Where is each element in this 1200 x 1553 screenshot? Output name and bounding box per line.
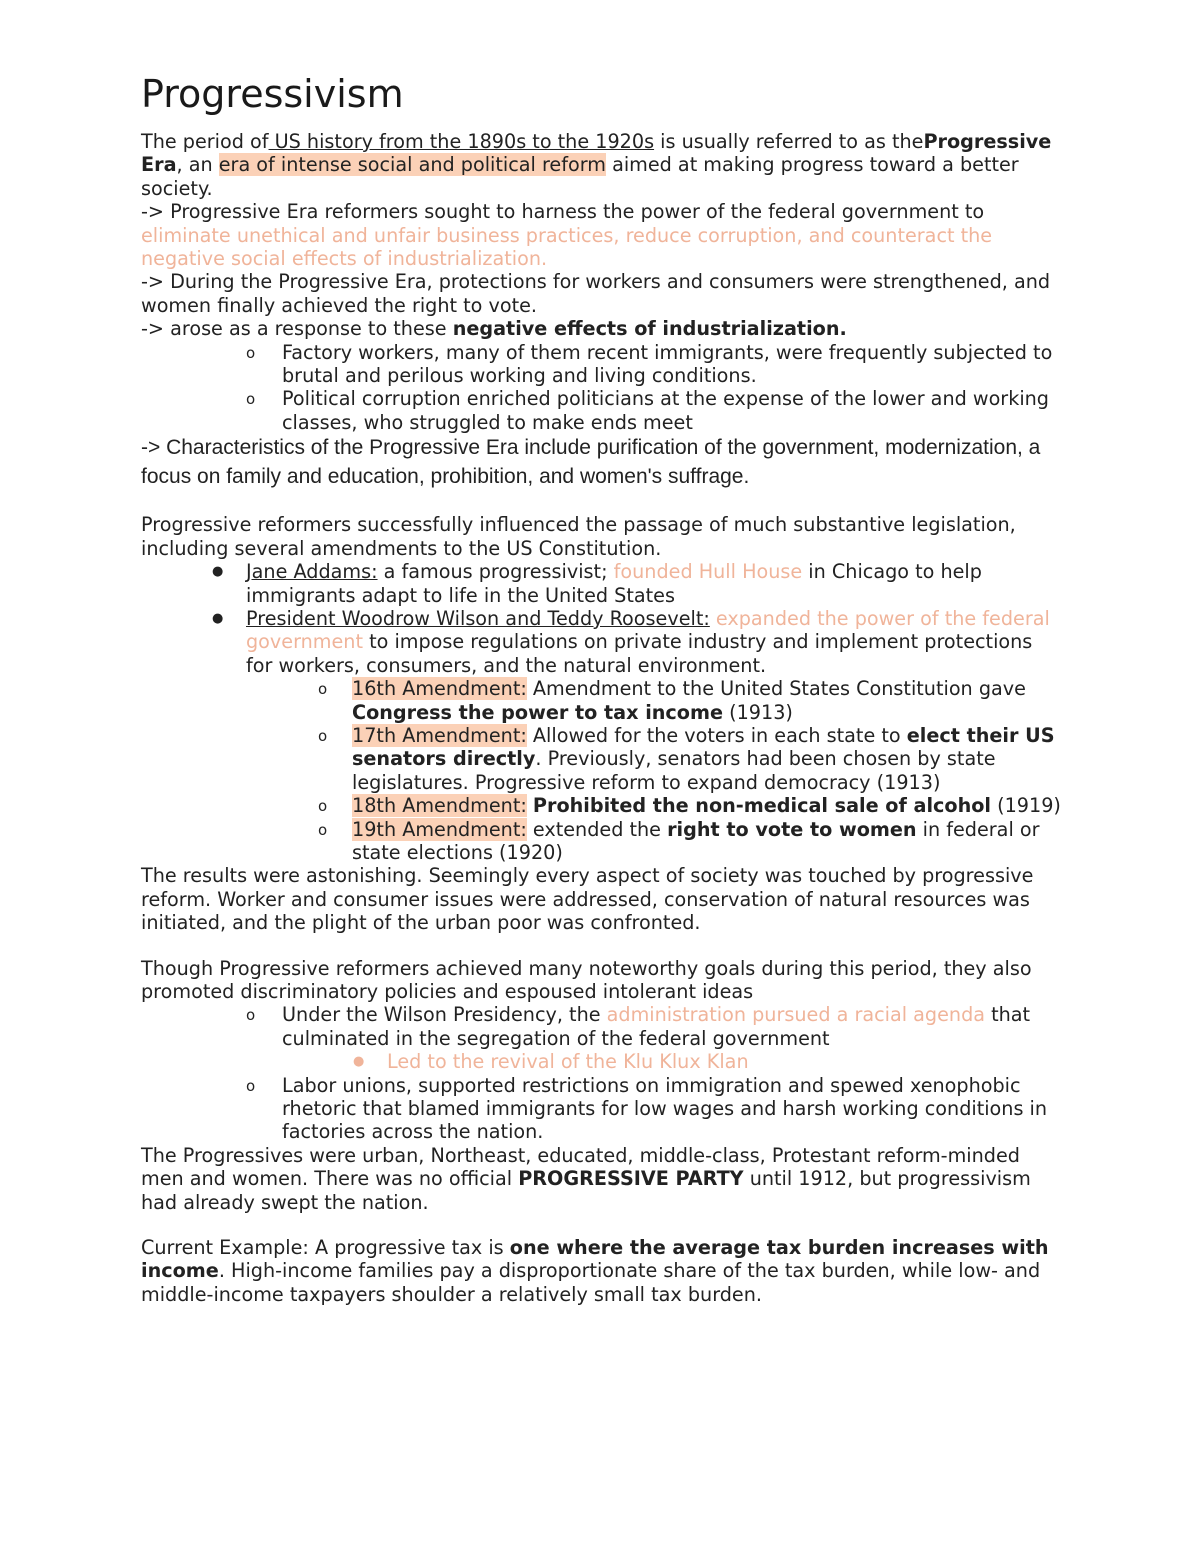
list-item-kkk: ● Led to the revival of the Klu Klux Klan: [387, 1050, 1061, 1073]
amendment-label: 16th Amendment:: [352, 677, 527, 701]
effects-list: [141, 341, 1061, 435]
amendment-text: (1913): [723, 700, 793, 724]
amendment-label: 17th Amendment:: [352, 723, 527, 747]
amendment-label: 18th Amendment:: [352, 794, 527, 818]
addams-text: in Chicago to help immigrants adapt to life in the United States: [246, 560, 982, 607]
intro-underline: US history from the 1890s to the 1920s: [268, 130, 655, 153]
amendment-text: Amendment to the United States Constitution gave: [526, 677, 1026, 701]
list-item-wilson-presidency: [282, 1003, 1061, 1073]
current-text: Current Example: A progressive tax is: [141, 1236, 510, 1260]
arrow-bold: negative effects of industrialization.: [452, 317, 847, 341]
arrow-point-1: [141, 200, 1061, 270]
intro-text: is usually referred to as the: [654, 130, 924, 153]
arrow-point-2: -> During the Progressive Era, protections for workers and consumers were strengthened, and women finally achieved the right to vote.: [141, 270, 1051, 317]
amendment-text: extended the: [526, 817, 668, 841]
arrow-accent-text: eliminate unethical and unfair business practices, reduce corruption, and counteract the negative social effects of industrialization.: [141, 223, 993, 271]
amendment-bold: right to vote to women: [667, 817, 917, 841]
list-item: o Political corruption enriched politicians at the expense of the lower and working classes, who struggled to make ends meet: [282, 387, 1061, 434]
amendment-bold: Prohibited the non-medical sale of alcohol: [532, 794, 992, 818]
amendment-17: [352, 724, 1061, 794]
wilson-pres-text: that culminated in the segregation of the federal government: [282, 1003, 1031, 1050]
amendment-19: [352, 818, 1061, 865]
spacer: [141, 1214, 1061, 1236]
wilson-pres-accent: administration pursued a racial agenda: [606, 1003, 986, 1027]
wilson-accent: expanded the power of the federal government: [246, 606, 1050, 654]
amendment-16: [352, 677, 1061, 724]
amendment-text: Allowed for the voters in each state to: [526, 723, 907, 747]
kkk-list: [282, 1050, 1061, 1073]
intro-highlight: era of intense social and political reform: [218, 153, 606, 177]
progressives-text: until 1912, but progressivism had already swept the nation.: [141, 1167, 1031, 1214]
wilson-text: to impose regulations on private industry and implement protections for workers, consumers, and the natural environment.: [246, 630, 1033, 677]
arrow-point-4: -> Characteristics of the Progressive Era include purification of the government, modernization, a focus on family and education, prohibition, and women's suffrage.: [141, 436, 1041, 488]
arrow-text: -> Progressive Era reformers sought to harness the power of the federal government to: [141, 200, 985, 224]
intro-bold: Progressive Era: [141, 130, 1052, 177]
arrow-point-3: [141, 317, 1061, 340]
amendment-18: [352, 794, 1061, 817]
current-text: . High-income families pay a disproportionate share of the tax burden, while low- and middle-income taxpayers shoulder a relatively small tax burden.: [141, 1259, 1041, 1306]
progressives-paragraph: [141, 1144, 1061, 1214]
amendment-bold: elect their US senators directly: [352, 723, 1055, 771]
spacer: [141, 491, 1061, 513]
intro-paragraph: [141, 130, 1061, 200]
addams-text: a famous progressivist;: [377, 560, 614, 584]
spacer: [141, 935, 1061, 957]
wilson-pres-text: Under the Wilson Presidency, the: [282, 1003, 607, 1027]
current-bold: one where the average tax burden increases with income: [141, 1236, 1049, 1283]
page-title: Progressivism: [141, 72, 404, 116]
intro-text: aimed at making progress toward a better society.: [141, 153, 1019, 200]
document-page: [141, 70, 1061, 1306]
amendment-text: (1919): [991, 794, 1061, 818]
results-paragraph: The results were astonishing. Seemingly every aspect of society was touched by progressive reform. Worker and consumer issues were addressed, conservation of natural resources was initiated, and the plight of the urban poor was confronted.: [141, 864, 1034, 935]
current-example-paragraph: [141, 1236, 1061, 1306]
arrow-text: -> arose as a response to these: [141, 317, 453, 341]
progressives-bold: PROGRESSIVE PARTY: [518, 1167, 744, 1191]
wilson-label: President Woodrow Wilson and Teddy Roosevelt:: [246, 606, 710, 630]
list-item-addams: [246, 560, 1061, 607]
intro-text: , an: [176, 153, 219, 177]
addams-label: Jane Addams:: [246, 560, 378, 584]
list-item-labor: o Labor unions, supported restrictions on immigration and spewed xenophobic rhetoric that blamed immigrants for low wages and harsh working conditions in factories across the nation.: [282, 1074, 1061, 1144]
amendment-text: in federal or state elections (1920): [352, 817, 1040, 864]
though-paragraph: Though Progressive reformers achieved many noteworthy goals during this period, they also promoted discriminatory policies and espoused intolerant ideas: [141, 956, 1032, 1003]
list-item: o Factory workers, many of them recent immigrants, were frequently subjected to brutal and perilous working and living conditions.: [282, 341, 1061, 388]
reformers-intro: Progressive reformers successfully influenced the passage of much substantive legislation, including several amendments to the US Constitution.: [141, 513, 1016, 560]
addams-accent: founded Hull House: [613, 560, 803, 584]
amendments-list: [246, 677, 1061, 864]
list-item-wilson: [246, 607, 1061, 864]
discrimination-list: [141, 1003, 1061, 1143]
amendment-label: 19th Amendment:: [352, 817, 527, 841]
amendment-bold: Congress the power to tax income: [352, 700, 723, 724]
intro-text: The period of: [141, 130, 269, 153]
amendment-text: . Previously, senators had been chosen by state legislatures. Progressive reform to expand democracy (1913): [352, 747, 996, 794]
reformers-list: [141, 560, 1061, 864]
progressives-text: The Progressives were urban, Northeast, educated, middle-class, Protestant reform-minded men and women. There was no official: [141, 1143, 1020, 1191]
